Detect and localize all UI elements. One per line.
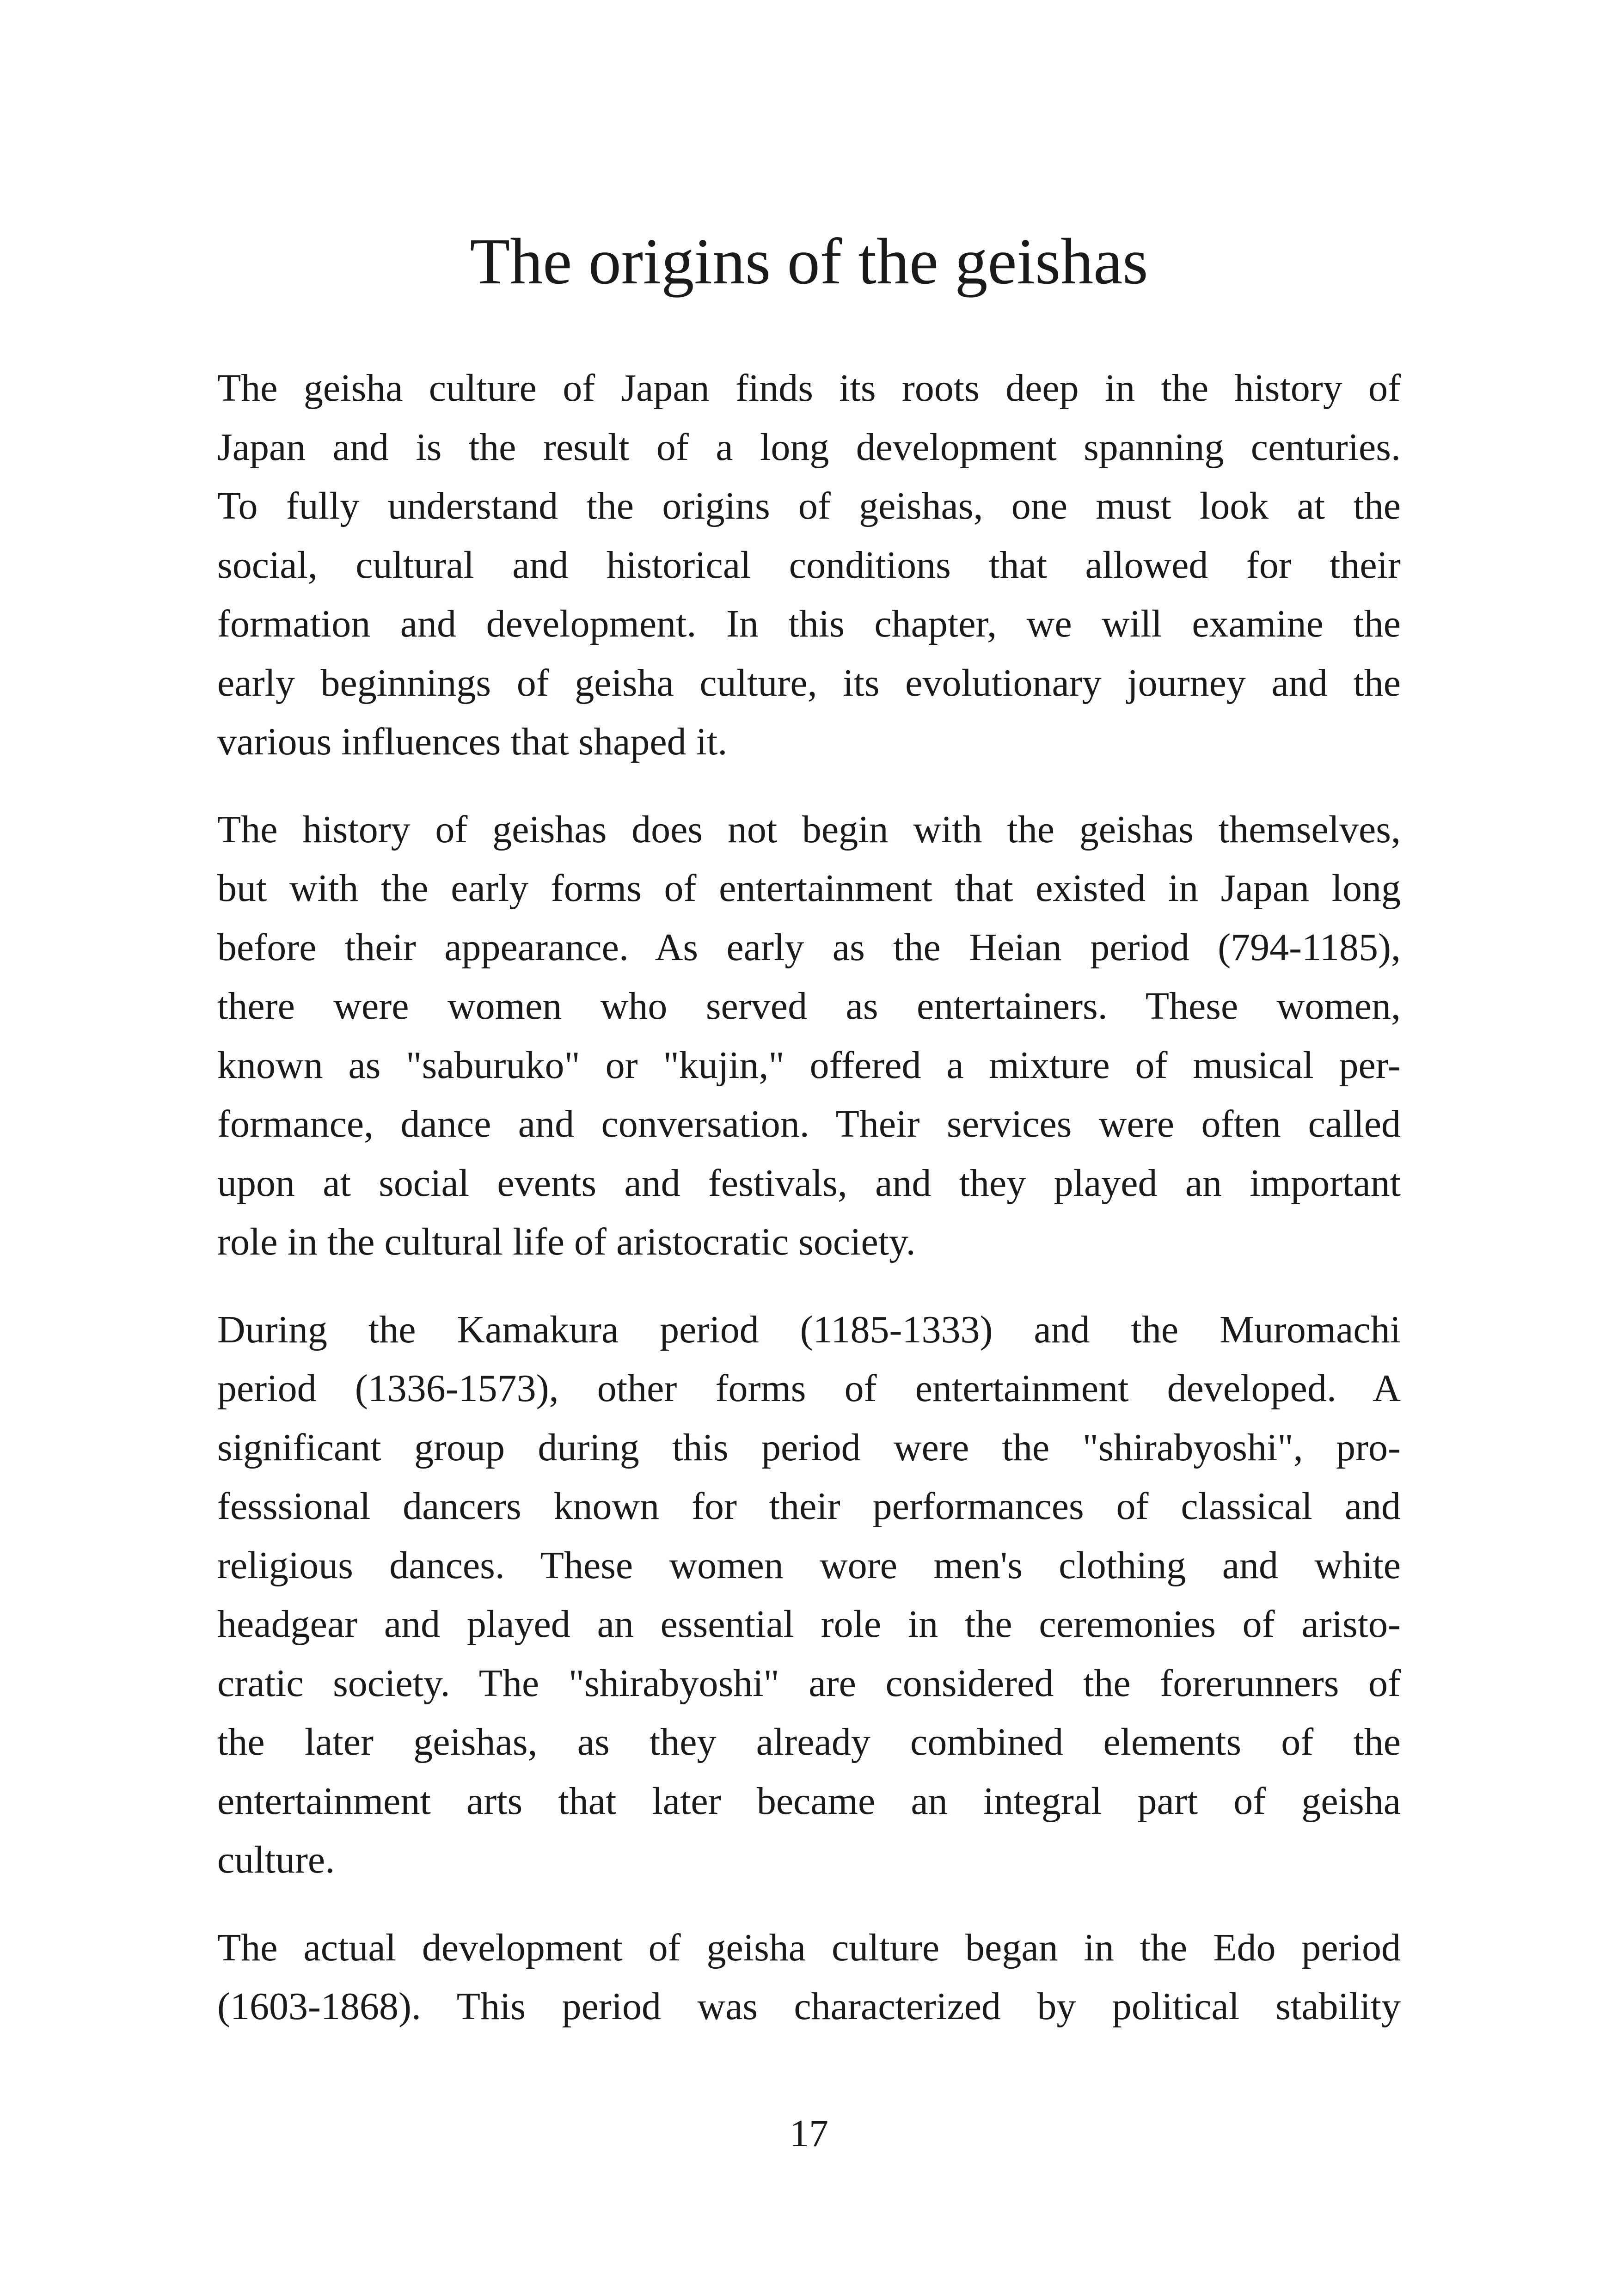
text-line: The history of geishas does not begin with the geishas themselves,: [217, 808, 1401, 851]
paragraph-3: [217, 1300, 1401, 1890]
text-line: there were women who served as entertainers. These women,: [217, 985, 1401, 1028]
paragraph-4: [217, 1918, 1401, 2036]
chapter-title: The origins of the geishas: [470, 225, 1148, 298]
text-line: but with the early forms of entertainment that existed in Japan long: [217, 867, 1401, 910]
text-line: religious dances. These women wore men's clothing and white: [217, 1543, 1401, 1587]
text-line: the later geishas, as they already combined elements of the: [217, 1720, 1401, 1763]
text-line: early beginnings of geisha culture, its evolutionary journey and the: [217, 661, 1401, 704]
text-line: role in the cultural life of aristocratic society.: [217, 1220, 916, 1263]
paragraph-2: [217, 800, 1401, 1272]
text-line: During the Kamakura period (1185-1333) and the Muromachi: [217, 1308, 1401, 1351]
paragraph-1: [217, 359, 1401, 771]
text-line: The actual development of geisha culture began in the Edo period: [217, 1926, 1401, 1969]
text-line: formance, dance and conversation. Their services were often called: [217, 1102, 1401, 1145]
text-line: upon at social events and festivals, and they played an important: [217, 1161, 1401, 1205]
text-line: social, cultural and historical conditions that allowed for their: [217, 543, 1401, 587]
text-line: before their appearance. As early as the Heian period (794-1185),: [217, 925, 1401, 969]
text-line: formation and development. In this chapter, we will examine the: [217, 602, 1401, 645]
text-line: cratic society. The "shirabyoshi" are considered the forerunners of: [217, 1661, 1401, 1705]
chapter-body: [217, 359, 1401, 2065]
text-line: (1603-1868). This period was characterized by political stability: [217, 1985, 1401, 2028]
text-line: significant group during this period were the "shirabyoshi", pro-: [217, 1426, 1401, 1469]
text-line: The geisha culture of Japan finds its roots deep in the history of: [217, 367, 1401, 410]
text-line: To fully understand the origins of geishas, one must look at the: [217, 484, 1401, 527]
page-number: 17: [790, 2112, 828, 2155]
text-line: fesssional dancers known for their performances of classical and: [217, 1485, 1401, 1528]
text-line: period (1336-1573), other forms of entertainment developed. A: [217, 1367, 1401, 1410]
text-line: culture.: [217, 1838, 335, 1881]
text-line: various influences that shaped it.: [217, 720, 728, 763]
text-line: known as "saburuko" or "kujin," offered a mixture of musical per-: [217, 1043, 1401, 1087]
text-line: Japan and is the result of a long development spanning centuries.: [217, 425, 1401, 469]
text-line: entertainment arts that later became an integral part of geisha: [217, 1779, 1401, 1823]
text-line: headgear and played an essential role in the ceremonies of aristo-: [217, 1603, 1401, 1646]
